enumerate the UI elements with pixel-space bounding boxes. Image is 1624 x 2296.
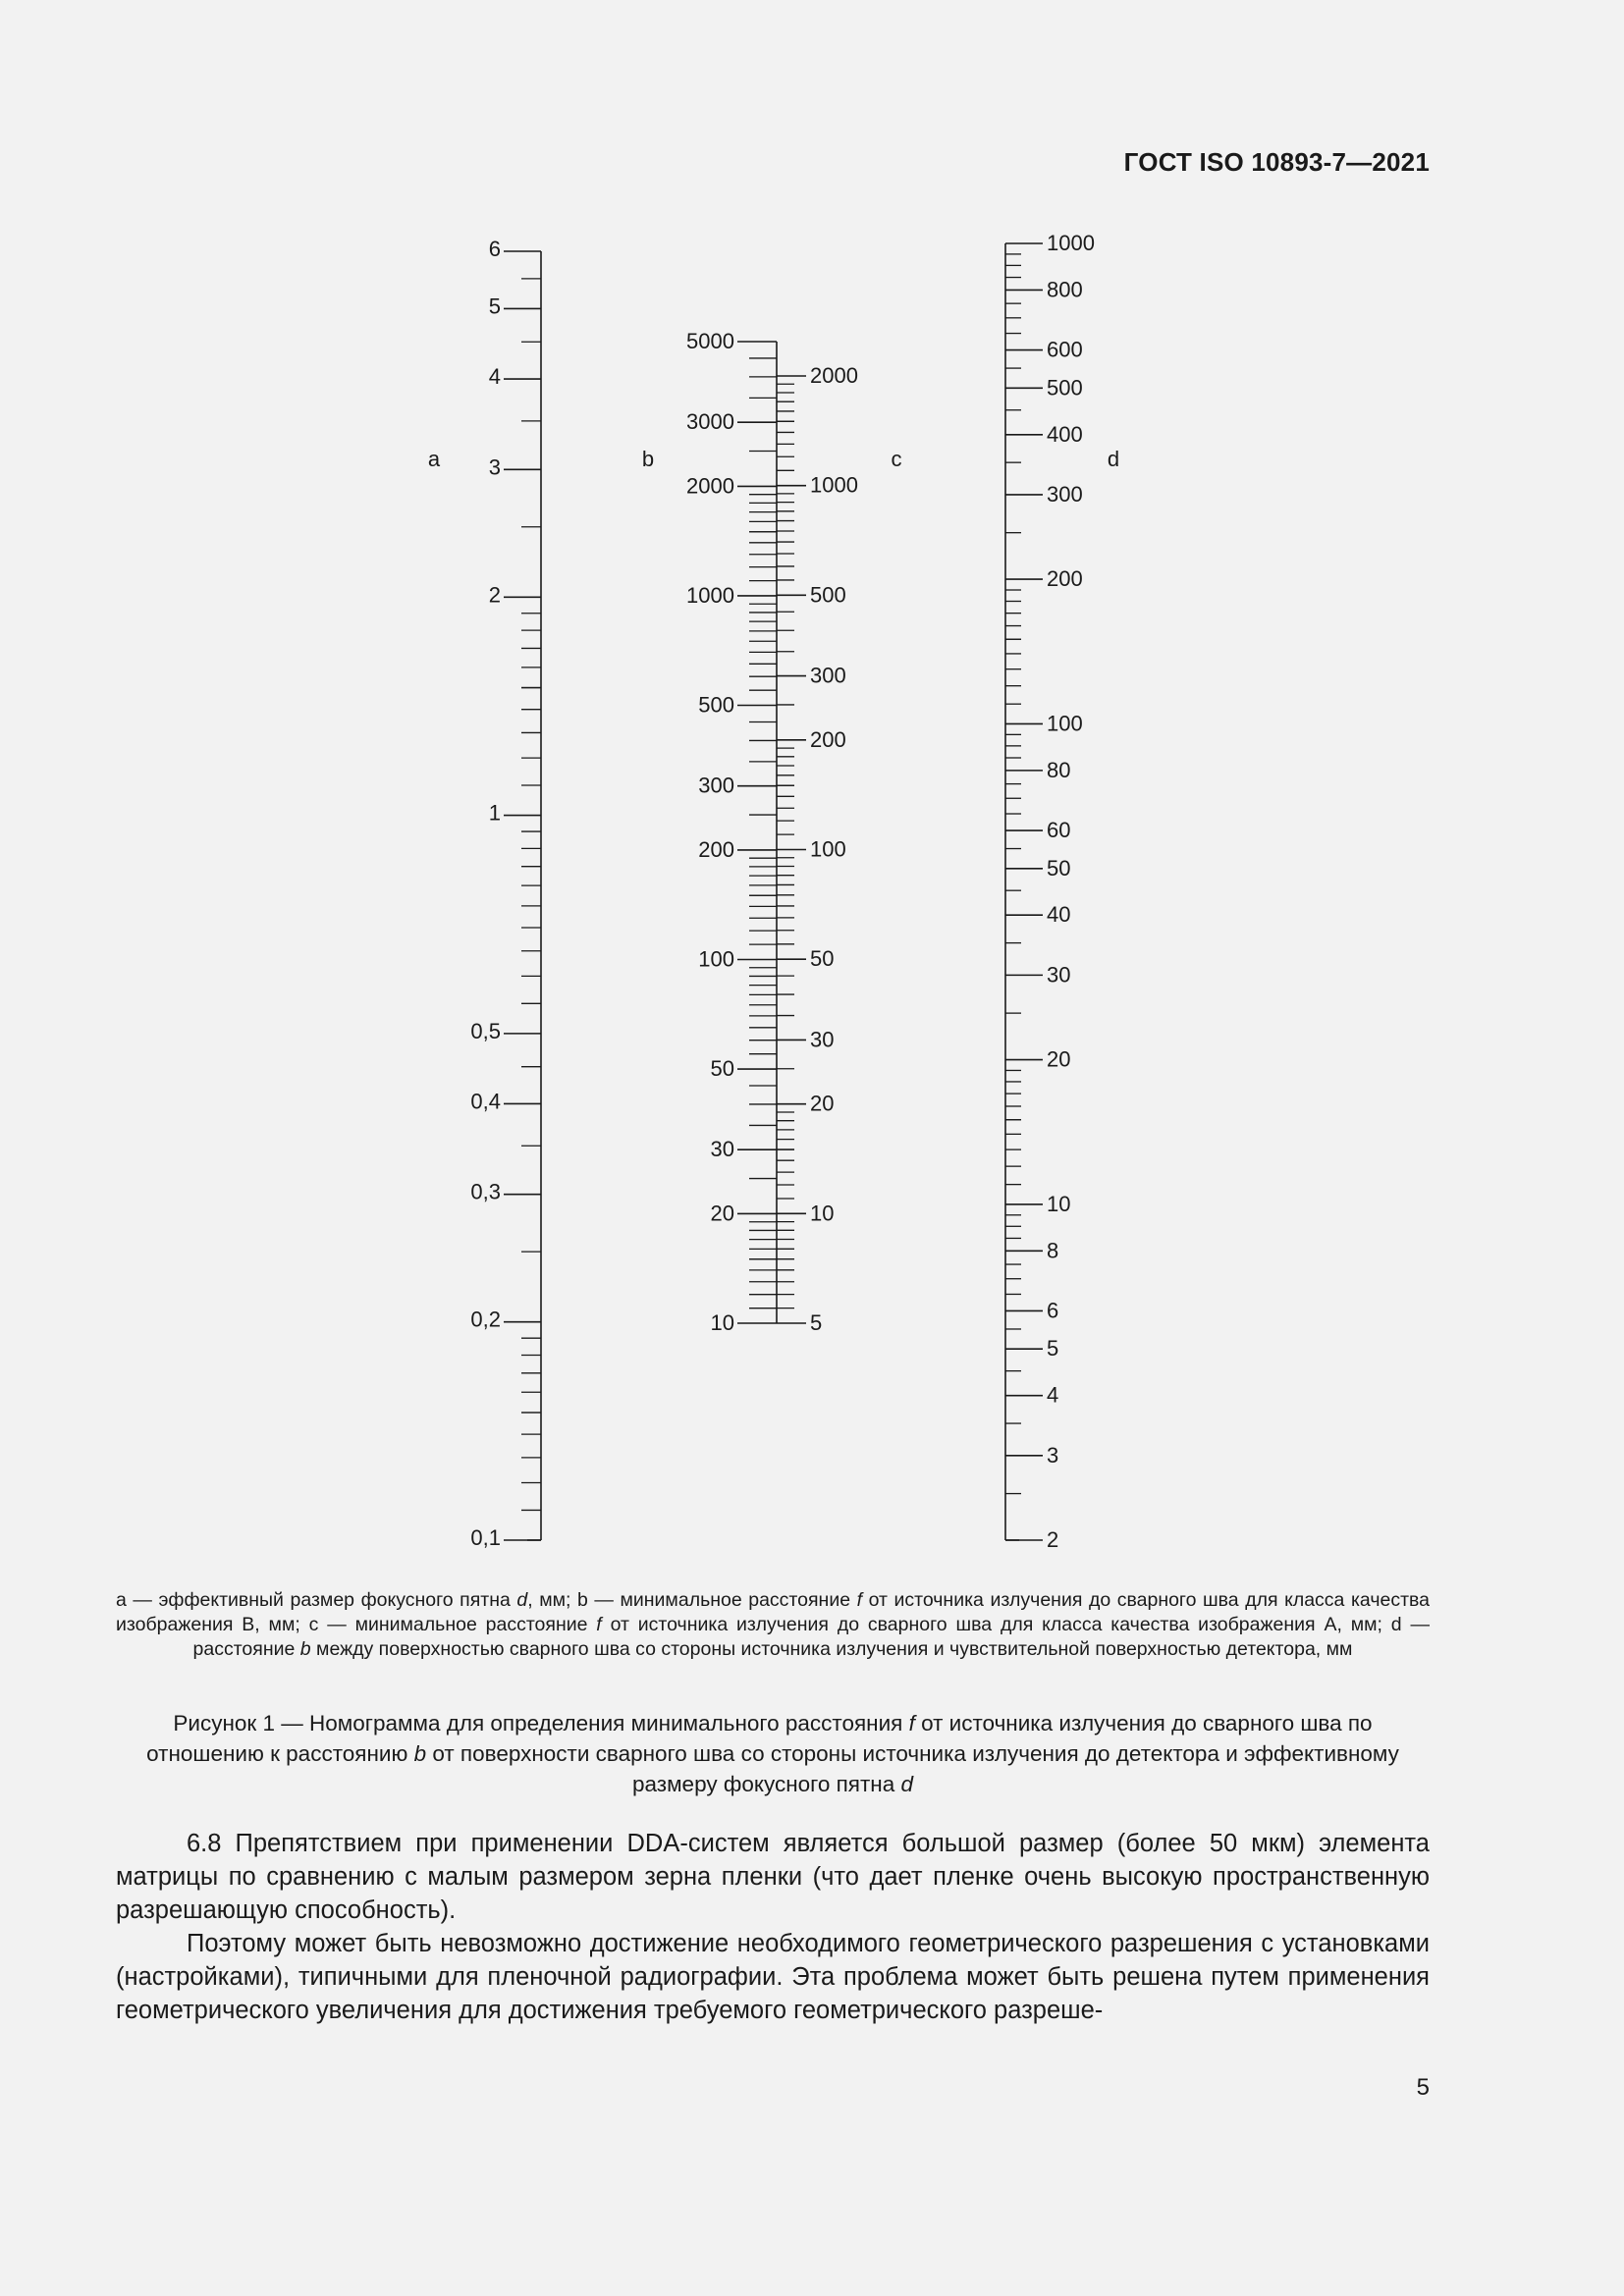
scale-b-tick-label: 30 [710,1137,734,1162]
scale-a-tick-label: 2 [488,582,501,608]
scale-c-tick-label: 10 [810,1201,835,1226]
scale-d-tick-label: 10 [1047,1191,1071,1216]
axis-label-a: a [427,447,441,471]
scale-b-tick-label: 3000 [686,409,734,435]
scale-d-tick-label: 6 [1047,1298,1059,1323]
scale-c-tick-label: 1000 [810,472,858,498]
scale-c-tick-label: 200 [810,726,846,752]
scale-b-tick-label: 500 [698,692,734,718]
scale-c-tick-label: 500 [810,582,846,608]
scale-b [686,329,777,1335]
scale-b-tick-label: 20 [710,1201,734,1226]
scale-d-tick-label: 600 [1047,337,1083,362]
axis-label-d: d [1107,447,1120,471]
scale-c-tick-label: 5 [810,1310,823,1335]
scale-c-tick-label: 20 [810,1091,835,1116]
axis-label-b: b [641,447,655,471]
scale-d-tick-label: 400 [1047,421,1083,447]
scale-a [470,237,541,1550]
scale-a-tick-label: 0,5 [470,1018,501,1043]
paragraph: Поэтому может быть невозможно достижение необходимого геометрического разрешения с установками (настройками), типичными для пленочной радиографии. Эта проблема может быть решена путем применения геометрического увеличения для достижения требуемого геометрического разреше- [116,1930,1430,2024]
scale-c-tick-label: 30 [810,1027,835,1052]
scale-b-tick-label: 5000 [686,329,734,353]
scale-d-tick-label: 30 [1047,962,1071,988]
paragraph: 6.8 Препятствием при применении DDA-систем является большой размер (более 50 мкм) элемента матрицы по сравнению с малым размером зерна пленки (что дает пленке очень высокую пространственную разрешающую способность). [116,1830,1430,1924]
scale-d-tick-label: 3 [1047,1442,1059,1468]
scale-d-tick-label: 20 [1047,1046,1071,1072]
scale-d-tick-label: 8 [1047,1238,1059,1263]
page-number: 5 [1416,2074,1430,2101]
scale-d [1005,231,1095,1552]
figure-caption: Рисунок 1 — Номограмма для определения минимального расстояния f от источника излучения до сварного шва по отношению к расстоянию b от поверхности сварного шва со стороны источника излучения до детектора и эффективному размеру фокусного пятна d [146,1711,1399,1796]
document-code: ГОСТ ISO 10893-7—2021 [1123,147,1430,177]
scale-b-tick-label: 300 [698,773,734,798]
scale-d-tick-label: 80 [1047,757,1071,782]
scale-a-tick-label: 6 [488,237,501,261]
scale-d-tick-label: 500 [1047,375,1083,400]
scale-d-tick-label: 60 [1047,818,1071,843]
figure-legend: a — эффективный размер фокусного пятна d, мм; b — минимальное расстояние f от источника излучения до сварного шва для класса качества изображения В, мм; c — минимальное расстояние f от источника излучения до сварного шва для класса качества изображения А, мм; d — расстояние b между поверхностью сварного шва со стороны источника излучения и чувствительной поверхностью детектора, мм [116,1589,1430,1660]
scale-c-tick-label: 300 [810,663,846,688]
scale-c-tick-label: 2000 [810,363,858,388]
scale-a-tick-label: 3 [488,454,501,480]
scale-a-tick-label: 0,4 [470,1089,501,1114]
scale-d-tick-label: 50 [1047,855,1071,881]
scale-a-tick-label: 4 [488,364,501,390]
scale-b-tick-label: 1000 [686,582,734,608]
scale-d-tick-label: 100 [1047,711,1083,736]
scale-b-tick-label: 50 [710,1056,734,1082]
scale-d-tick-label: 2 [1047,1527,1059,1552]
body-text [116,1827,1430,2027]
scale-d-tick-label: 40 [1047,902,1071,928]
scale-d-tick-label: 1000 [1047,231,1095,255]
axis-labels [428,447,1119,471]
scale-b-tick-label: 10 [710,1310,734,1335]
scale-a-tick-label: 0,3 [470,1179,501,1204]
scale-d-tick-label: 300 [1047,481,1083,507]
scale-d-tick-label: 200 [1047,566,1083,592]
scale-a-tick-label: 0,2 [470,1307,501,1332]
scale-d-tick-label: 4 [1047,1382,1059,1408]
axis-label-c: c [891,447,902,471]
scale-b-tick-label: 100 [698,946,734,972]
scale-d-tick-label: 800 [1047,277,1083,302]
scale-d-tick-label: 5 [1047,1336,1059,1362]
scale-c-tick-label: 50 [810,946,835,972]
scale-b-tick-label: 2000 [686,473,734,499]
scale-a-tick-label: 1 [488,800,501,826]
scale-c [777,363,858,1335]
scale-a-tick-label: 5 [488,294,501,319]
scale-c-tick-label: 100 [810,836,846,862]
scale-b-tick-label: 200 [698,836,734,862]
scale-a-tick-label: 0,1 [470,1525,501,1550]
